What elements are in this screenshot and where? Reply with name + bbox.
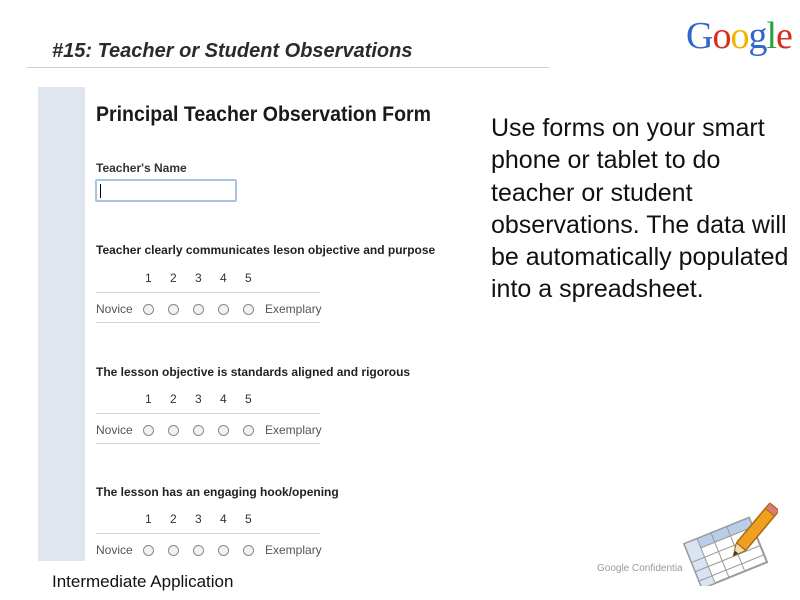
scale-divider <box>96 533 320 534</box>
scale-number: 1 <box>145 512 152 526</box>
scale-low-label: Novice <box>96 543 133 557</box>
scale-number: 3 <box>195 392 202 406</box>
rating-radio-3[interactable] <box>193 425 204 436</box>
logo-letter: G <box>686 15 713 57</box>
logo-letter: o <box>712 15 731 57</box>
question-3-text: The lesson has an engaging hook/opening <box>96 485 339 499</box>
scale-divider <box>96 292 320 293</box>
rating-radio-4[interactable] <box>218 545 229 556</box>
scale-number: 5 <box>245 392 252 406</box>
title-divider <box>27 67 549 68</box>
rating-radio-3[interactable] <box>193 304 204 315</box>
rating-radio-5[interactable] <box>243 425 254 436</box>
rating-radio-1[interactable] <box>143 304 154 315</box>
scale-number: 5 <box>245 271 252 285</box>
rating-radio-5[interactable] <box>243 545 254 556</box>
form-screenshot <box>38 87 435 561</box>
scale-divider <box>96 413 320 414</box>
rating-radio-3[interactable] <box>193 545 204 556</box>
scale-number: 1 <box>145 392 152 406</box>
scale-number: 4 <box>220 392 227 406</box>
scale-number: 2 <box>170 512 177 526</box>
scale-number: 2 <box>170 392 177 406</box>
rating-radio-1[interactable] <box>143 425 154 436</box>
logo-letter: o <box>730 15 749 57</box>
rating-radio-4[interactable] <box>218 425 229 436</box>
text-cursor <box>100 184 101 198</box>
scale-number: 5 <box>245 512 252 526</box>
scale-high-label: Exemplary <box>265 302 322 316</box>
teacher-name-label: Teacher's Name <box>96 161 187 175</box>
scale-low-label: Novice <box>96 302 133 316</box>
scale-divider <box>96 443 320 444</box>
scale-number: 1 <box>145 271 152 285</box>
scale-number: 4 <box>220 271 227 285</box>
rating-radio-2[interactable] <box>168 304 179 315</box>
question-1-text: Teacher clearly communicates leson objective and purpose <box>96 243 435 257</box>
scale-divider <box>96 322 320 323</box>
rating-radio-1[interactable] <box>143 545 154 556</box>
form-title: Principal Teacher Observation Form <box>96 103 432 126</box>
slide-title: #15: Teacher or Student Observations <box>52 40 413 62</box>
scale-number: 4 <box>220 512 227 526</box>
rating-radio-4[interactable] <box>218 304 229 315</box>
scale-low-label: Novice <box>96 423 133 437</box>
scale-number: 2 <box>170 271 177 285</box>
logo-letter: g <box>748 15 767 57</box>
confidential-label: Google Confidentia <box>597 563 683 574</box>
rating-radio-2[interactable] <box>168 425 179 436</box>
question-2-text: The lesson objective is standards aligned and rigorous <box>96 365 411 379</box>
rating-radio-2[interactable] <box>168 545 179 556</box>
logo-letter: l <box>766 15 777 57</box>
rating-radio-5[interactable] <box>243 304 254 315</box>
logo-letter: e <box>776 15 792 57</box>
form-side-panel <box>38 87 85 561</box>
scale-number: 3 <box>195 512 202 526</box>
spreadsheet-pencil-icon <box>678 496 778 586</box>
google-logo <box>686 14 792 58</box>
teacher-name-input[interactable] <box>95 179 237 202</box>
scale-number: 3 <box>195 271 202 285</box>
scale-high-label: Exemplary <box>265 543 322 557</box>
slide-body-text: Use forms on your smart phone or tablet to do teacher or student observations. The data will be automatically populated into a spreadsheet. <box>491 114 789 304</box>
scale-high-label: Exemplary <box>265 423 322 437</box>
slide-footer: Intermediate Application <box>52 572 234 591</box>
